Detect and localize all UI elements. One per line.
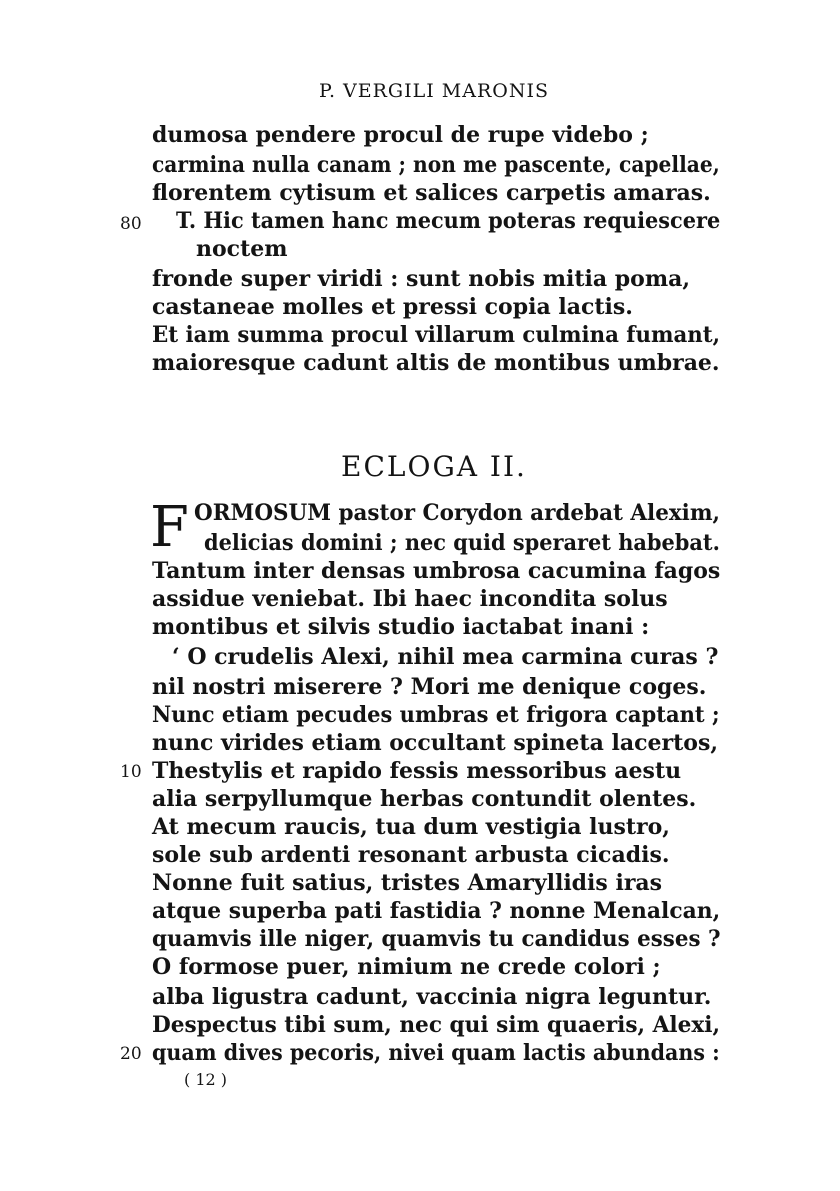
verse-line: dumosa pendere procul de rupe videbo ; <box>152 122 649 148</box>
verse-line: alia serpyllumque herbas contundit olentes. <box>152 786 697 812</box>
verse-line: assidue veniebat. Ibi haec incondita solus <box>152 586 668 612</box>
verse-line: T. Hic tamen hanc mecum poteras requiescere <box>176 208 721 234</box>
verse-line: At mecum raucis, tua dum vestigia lustro, <box>152 814 670 840</box>
verse-line: sole sub ardenti resonant arbusta cicadis. <box>152 842 670 868</box>
verse-line: ‘ O crudelis Alexi, nihil mea carmina curas ? <box>172 644 719 670</box>
line-number: 80 <box>120 214 142 234</box>
verse-line: fronde super viridi : sunt nobis mitia poma, <box>152 266 691 292</box>
verse-line: atque superba pati fastidia ? nonne Menalcan, <box>152 898 721 924</box>
verse-line: alba ligustra cadunt, vaccinia nigra leguntur. <box>152 984 712 1010</box>
eclogue-title: ECLOGA II. <box>341 450 527 483</box>
verse-line: florentem cytisum et salices carpetis amaras. <box>152 180 711 206</box>
line-number: 20 <box>120 1044 142 1064</box>
verse-line: Thestylis et rapido fessis messoribus aestu <box>152 758 682 784</box>
drop-cap: F <box>150 495 189 560</box>
verse-line: delicias domini ; nec quid speraret habebat. <box>204 530 720 556</box>
verse-line: quam dives pecoris, nivei quam lactis abundans : <box>152 1040 720 1066</box>
verse-line: montibus et silvis studio iactabat inani : <box>152 614 650 640</box>
line-number: 10 <box>120 762 142 782</box>
verse-line: Et iam summa procul villarum culmina fumant, <box>152 322 721 348</box>
verse-line: carmina nulla canam ; non me pascente, capellae, <box>152 152 720 178</box>
page-number: ( 12 ) <box>184 1070 228 1089</box>
verse-line: Nunc etiam pecudes umbras et frigora captant ; <box>152 702 720 728</box>
verse-line: castaneae molles et pressi copia lactis. <box>152 294 633 320</box>
verse-line: nunc virides etiam occultant spineta lacertos, <box>152 730 718 756</box>
verse-line-continuation: noctem <box>196 236 288 262</box>
verse-line: Nonne fuit satius, tristes Amaryllidis iras <box>152 870 663 896</box>
verse-line: nil nostri miserere ? Mori me denique coges. <box>152 674 707 700</box>
verse-line: maioresque cadunt altis de montibus umbrae. <box>152 350 720 376</box>
verse-line: quamvis ille niger, quamvis tu candidus esses ? <box>152 926 721 952</box>
verse-line: Tantum inter densas umbrosa cacumina fagos <box>152 558 721 584</box>
verse-line-first: ORMOSUM pastor Corydon ardebat Alexim, <box>194 500 721 526</box>
running-head: P. VERGILI MARONIS <box>319 80 549 102</box>
verse-line: O formose puer, nimium ne crede colori ; <box>152 954 661 980</box>
verse-line: Despectus tibi sum, nec qui sim quaeris, Alexi, <box>152 1012 721 1038</box>
